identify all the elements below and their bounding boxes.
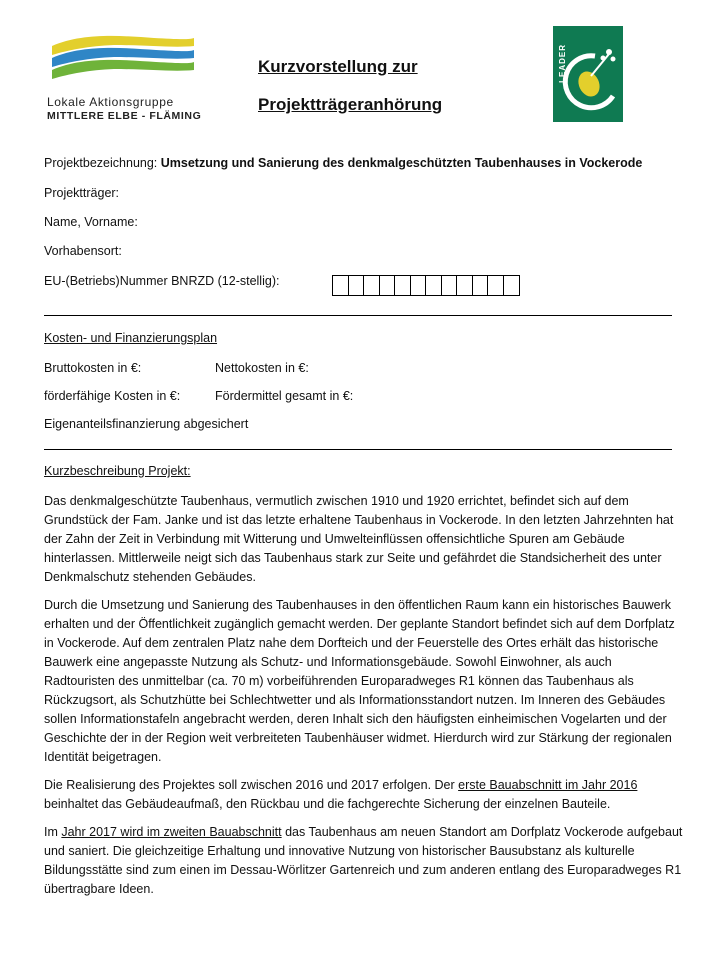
paragraph-3	[44, 776, 684, 814]
page-title-line1: Kurzvorstellung zur	[258, 57, 418, 76]
paragraph-2: Durch die Umsetzung und Sanierung des Taubenhauses in den öffentlichen Raum kann ein historisches Bauwerk erhalten und der Öffentlichkeit zugänglich gemacht werden. Der geplante Standort befindet sich auf dem Dorfplatz in Vockerode. Auf dem zentralen Platz nahe dem Dorfteich und der Feuerstelle des Ortes erhält das historische Bauwerk eine angepasste Nutzung als Schutz- und Informationsgebäude. Sowohl Einwohner, als auch Radtouristen des unmittelbar (ca. 70 m) vorbeiführenden Europaradweges R1 können das Taubenhaus als Rückzugsort, als Schutzhütte bei Schlechtwetter und als Informationsstandort nutzen. Im Inneren des Gebäudes sollen Informationstafeln angebracht werden, deren Inhalt sich den häufigsten einheimischen Vogelarten und der Geschichte der in der Region weit verbreiteten Taubenhäuser widmet. Hierdurch wird zur Stärkung der regionalen Identität beigetragen.	[44, 598, 675, 764]
divider	[44, 315, 672, 316]
kurzbeschreibung-body	[44, 492, 684, 908]
paragraph-1: Das denkmalgeschützte Taubenhaus, vermutlich zwischen 1910 und 1920 errichtet, befindet sich auf dem Grundstück der Fam. Janke und ist das letzte erhaltene Taubenhaus in Vockerode. In den letzten Jahrzehnten hat der Zahn der Zeit in Verbindung mit Witterung und Umwelteinflüssen offensichtliche Spuren am Gebäude hinterlassen. Mittlerweile neigt sich das Taubenhaus stark zur Seite und gefährdet die Standsicherheit des unter Denkmalschutz stehenden Gebäudes.	[44, 494, 674, 584]
projektbezeichnung-row	[44, 156, 642, 170]
finanzierung-heading: Kosten- und Finanzierungsplan	[44, 331, 218, 345]
paragraph-3-text: Die Realisierung des Projektes soll zwischen 2016 und 2017 erfolgen. Der	[44, 778, 459, 792]
paragraph-4-text: Im	[44, 825, 62, 839]
divider	[44, 449, 672, 450]
bnrzd-number-grid[interactable]	[332, 275, 520, 296]
lag-logo-line1: Lokale Aktionsgruppe	[47, 95, 174, 109]
kurzbeschreibung-heading: Kurzbeschreibung Projekt:	[44, 464, 191, 478]
nettokosten-label: Nettokosten in €:	[215, 361, 309, 375]
vorhabensort-label: Vorhabensort:	[44, 244, 122, 258]
paragraph-4-text-end: das Taubenhaus am neuen Standort am Dorfplatz Vockerode aufgebaut und saniert. Die gleichzeitige Erhaltung und innovative Nutzung von historischer Bausubstanz als kulturelle Bildungsstätte sind zum einen im Dessau-Wörlitzer Gartenreich und zum anderen entlang des Europaradweges R1 übertragbare Ideen.	[44, 825, 683, 896]
eigenanteil-label: Eigenanteilsfinanzierung abgesichert	[44, 417, 249, 431]
page-title-line2: Projektträgeranhörung	[258, 95, 443, 114]
foerdermittel-label: Fördermittel gesamt in €:	[215, 389, 354, 403]
paragraph-3-underlined: erste Bauabschnitt im Jahr 2016	[458, 778, 638, 792]
leader-logo	[553, 26, 623, 122]
eu-nummer-label: EU-(Betriebs)Nummer BNRZD (12-stellig):	[44, 274, 280, 288]
wave-logo-icon	[44, 28, 204, 92]
paragraph-4-underlined: Jahr 2017 wird im zweiten Bauabschnitt	[61, 825, 282, 839]
projektbezeichnung-label: Projektbezeichnung:	[44, 156, 158, 170]
foerderfaehige-kosten-label: förderfähige Kosten in €:	[44, 389, 181, 403]
paragraph-3-text-end: beinhaltet das Gebäudeaufmaß, den Rückbau und die fachgerechte Sicherung der einzelnen Bauteile.	[44, 797, 611, 811]
name-label: Name, Vorname:	[44, 215, 138, 229]
lag-logo-line2: MITTLERE ELBE - FLÄMING	[47, 110, 202, 122]
projektbezeichnung-value: Umsetzung und Sanierung des denkmalgeschützten Taubenhauses in Vockerode	[160, 156, 643, 170]
projekttraeger-label: Projektträger:	[44, 186, 120, 200]
bruttokosten-label: Bruttokosten in €:	[44, 361, 142, 375]
leader-logo-text: LEADER	[558, 44, 567, 83]
paragraph-4	[44, 823, 684, 899]
